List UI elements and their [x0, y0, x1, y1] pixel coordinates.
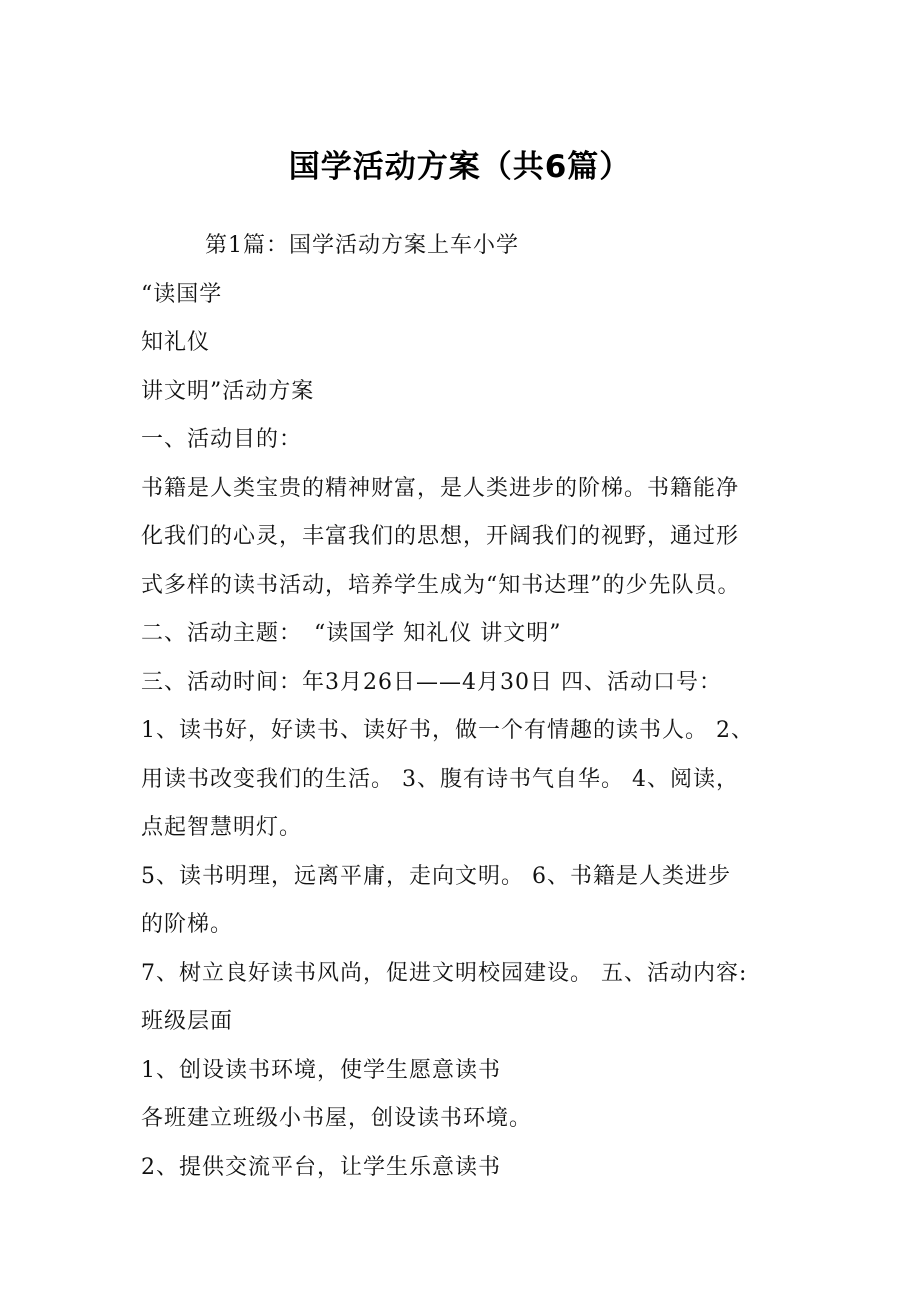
- body-line: 化我们的心灵，丰富我们的思想，开阔我们的视野，通过形: [141, 524, 740, 549]
- body-line: 知礼仪: [141, 330, 211, 355]
- body-line: “读国学: [141, 281, 223, 307]
- body-line: 2、提供交流平台，让学生乐意读书: [141, 1154, 501, 1180]
- body-line: 式多样的读书活动，培养学生成为“知书达理”的少先队员。: [141, 572, 741, 598]
- body-line: 1、读书好，好读书、读好书，做一个有情趣的读书人。 2、: [141, 718, 754, 743]
- section-heading: 二、活动主题： “读国学 知礼仪 讲文明”: [141, 621, 562, 646]
- section-heading: 三、活动时间：年3月26日——4月30日 四、活动口号：: [141, 669, 722, 695]
- body-line: 各班建立班级小书屋，创设读书环境。: [141, 1106, 533, 1131]
- body-line: 书籍是人类宝贵的精神财富，是人类进步的阶梯。书籍能净: [141, 475, 740, 501]
- body-line: 用读书改变我们的生活。 3、腹有诗书气自华。 4、阅读，: [141, 766, 739, 792]
- body-line: 点起智慧明灯。: [141, 815, 303, 840]
- section-heading: 一、活动目的：: [141, 427, 303, 452]
- body-line: 7、树立良好读书风尚，促进文明校园建设。 五、活动内容:: [141, 960, 748, 986]
- body-line: 讲文明”活动方案: [141, 378, 315, 404]
- body-line: 1、创设读书环境，使学生愿意读书: [141, 1057, 501, 1083]
- document-title: 国学活动方案（共6篇）: [288, 149, 632, 185]
- body-line: 班级层面: [141, 1009, 234, 1034]
- body-line: 5、读书明理，远离平庸，走向文明。 6、书籍是人类进步: [141, 863, 731, 889]
- body-line: 的阶梯。: [141, 912, 234, 937]
- chapter-heading: 第1篇：国学活动方案上车小学: [205, 233, 519, 258]
- document-body: [141, 222, 791, 1192]
